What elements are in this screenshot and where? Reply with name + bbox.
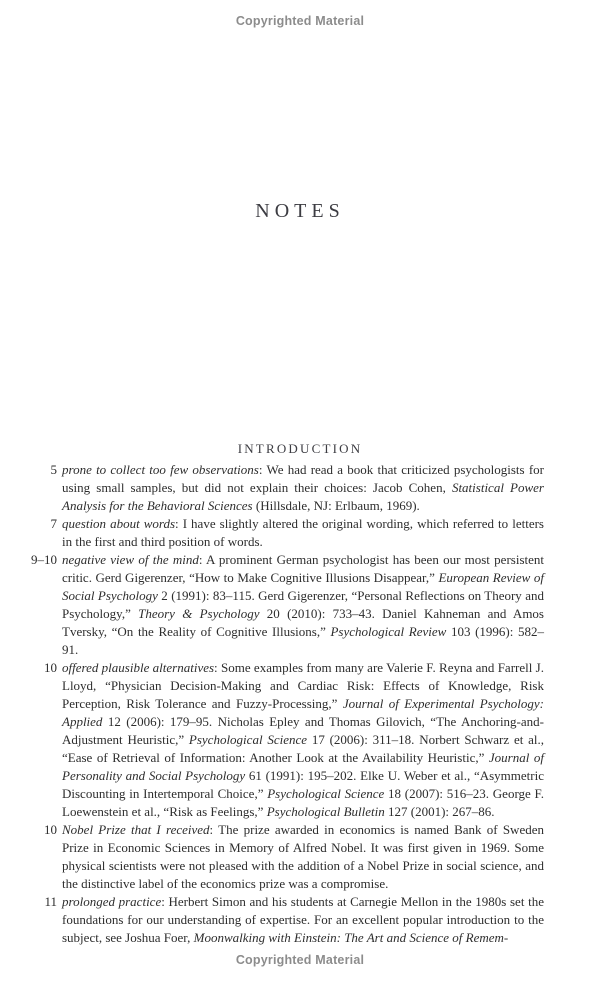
note-text: Nobel Prize that I received: The prize awarded in economics is named Bank of Sweden Prize in Economic Sciences in Memory of Alfred Nobel. It was first given in 1969. Some physical scientists were not pleased with the addition of a Nobel Prize in social science, and the distinctive label of the economics prize was a compromise.: [62, 822, 544, 891]
note-text: prolonged practice: Herbert Simon and his students at Carnegie Mellon in the 1980s set the foundations for our understanding of expertise. For an excellent popular introduction to the subject, see Joshua Foer, Moonwalking with Einstein: The Art and Science of Remem-: [62, 894, 544, 945]
note-item: [24, 461, 544, 515]
copyright-notice-bottom: Copyrighted Material: [235, 953, 365, 967]
note-page-ref: 5: [50, 462, 57, 477]
note-item: [24, 515, 544, 551]
note-item: [24, 893, 544, 947]
note-text: question about words: I have slightly altered the original wording, which referred to letters in the first and third position of words.: [62, 516, 544, 549]
note-page-ref: 10: [44, 822, 57, 837]
note-page-ref: 9–10: [31, 552, 57, 567]
section-heading: INTRODUCTION: [237, 441, 363, 456]
note-item: [24, 551, 544, 659]
note-text: prone to collect too few observations: We had read a book that criticized psychologists for using small samples, but did not explain their choices: Jacob Cohen, Statistical Power Analysis for the Behavioral Sciences (Hillsdale, NJ: Erlbaum, 1969).: [62, 462, 544, 513]
note-page-ref: 10: [44, 660, 57, 675]
note-text: negative view of the mind: A prominent German psychologist has been our most persistent critic. Gerd Gigerenzer, “How to Make Cognitive Illusions Disappear,” European Review of Social Psychology 2 (1991): 83–115. Gerd Gigerenzer, “Personal Reflections on Theory and Psychology,” Theory & Psychology 20 (2010): 733–43. Daniel Kahneman and Amos Tversky, “On the Reality of Cognitive Illusions,” Psychological Review 103 (1996): 582–91.: [62, 552, 545, 657]
note-item: [24, 659, 544, 821]
note-text: offered plausible alternatives: Some examples from many are Valerie F. Reyna and Farrell J. Lloyd, “Physician Decision-Making and Cardiac Risk: Effects of Knowledge, Risk Perception, Risk Tolerance and Fuzzy-Processing,” Journal of Experimental Psychology: Applied 12 (2006): 179–95. Nicholas Epley and Thomas Gilovich, “The Anchoring-and-Adjustment Heuristic,” Psychological Science 17 (2006): 311–18. Norbert Schwarz et al., “Ease of Retrieval of Information: Another Look at the Availability Heuristic,” Journal of Personality and Social Psychology 61 (1991): 195–202. Elke U. Weber et al., “Asymmetric Discounting in Intertemporal Choice,” Psychological Science 18 (2007): 516–23. George F. Loewenstein et al., “Risk as Feelings,” Psychological Bulletin 127 (2001): 267–86.: [62, 660, 544, 819]
note-item: [24, 821, 544, 893]
copyright-notice-top: Copyrighted Material: [235, 14, 365, 28]
note-page-ref: 7: [50, 516, 57, 531]
notes-list: [24, 461, 544, 947]
note-page-ref: 11: [44, 894, 57, 909]
page-title: NOTES: [255, 200, 345, 222]
